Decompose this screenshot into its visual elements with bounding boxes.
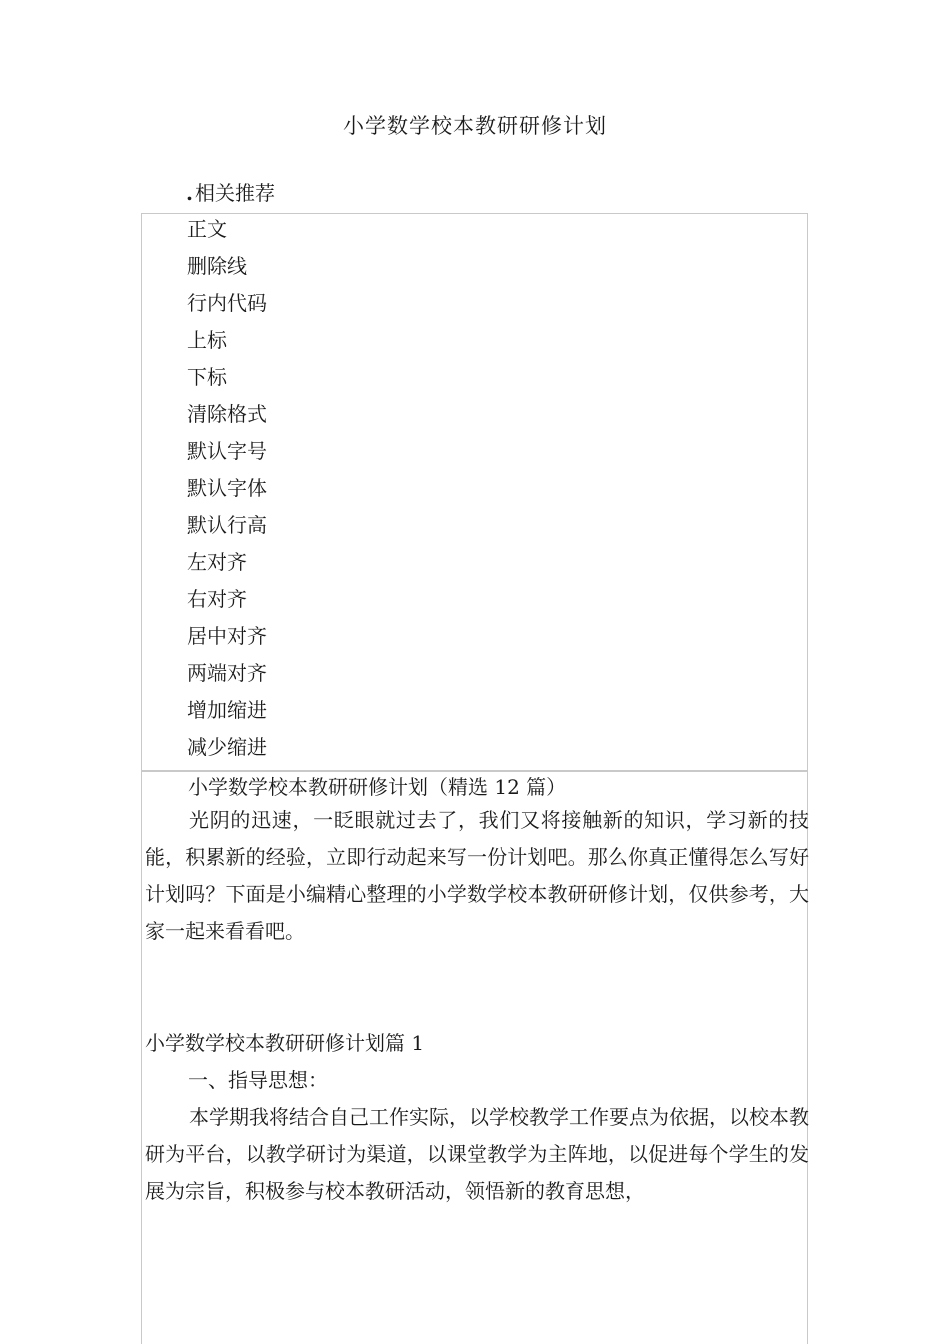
- related-recommend[interactable]: [186, 178, 275, 208]
- menu-item-strikethrough[interactable]: 删除线: [187, 254, 247, 278]
- format-menu-list: [187, 214, 267, 769]
- related-bullet: .: [186, 181, 193, 205]
- related-label: 相关推荐: [194, 181, 275, 205]
- menu-item-increase-indent[interactable]: 增加缩进: [187, 698, 267, 722]
- document-title: 小学数学校本教研研修计划: [343, 114, 607, 138]
- menu-item-default-font[interactable]: 默认字体: [187, 476, 267, 500]
- menu-item-superscript[interactable]: 上标: [187, 328, 227, 352]
- menu-item-justify[interactable]: 两端对齐: [187, 661, 267, 685]
- menu-item-align-left[interactable]: 左对齐: [187, 550, 247, 574]
- menu-item-align-right[interactable]: 右对齐: [187, 587, 247, 611]
- menu-item-inline-code[interactable]: 行内代码: [187, 291, 267, 315]
- document-content: [141, 771, 808, 1344]
- menu-item-align-center[interactable]: 居中对齐: [187, 624, 267, 648]
- section-heading: 小学数学校本教研研修计划篇 1: [145, 1031, 425, 1055]
- intro-paragraph: 光阴的迅速，一眨眼就过去了，我们又将接触新的知识，学习新的技能，积累新的经验，立即行动起来写一份计划吧。那么你真正懂得怎么写好计划吗？下面是小编精心整理的小学数学校本教研研修计划，仅供参考，大家一起来看看吧。: [145, 808, 809, 943]
- body-paragraph: 本学期我将结合自己工作实际，以学校教学工作要点为依据，以校本教研为平台，以教学研讨为渠道，以课堂教学为主阵地，以促进每个学生的发展为宗旨，积极参与校本教研活动，领悟新的教育思想，: [145, 1105, 809, 1203]
- menu-item-clear-format[interactable]: 清除格式: [187, 402, 267, 426]
- format-menu: [141, 213, 808, 771]
- menu-item-default-font-size[interactable]: 默认字号: [187, 439, 267, 463]
- menu-item-decrease-indent[interactable]: 减少缩进: [187, 735, 267, 759]
- menu-item-subscript[interactable]: 下标: [187, 365, 227, 389]
- menu-item-body-text[interactable]: 正文: [187, 217, 227, 241]
- guide-heading: 一、指导思想：: [188, 1068, 328, 1092]
- document-subtitle: 小学数学校本教研研修计划（精选 12 篇）: [188, 775, 567, 799]
- menu-item-default-line-height[interactable]: 默认行高: [187, 513, 267, 537]
